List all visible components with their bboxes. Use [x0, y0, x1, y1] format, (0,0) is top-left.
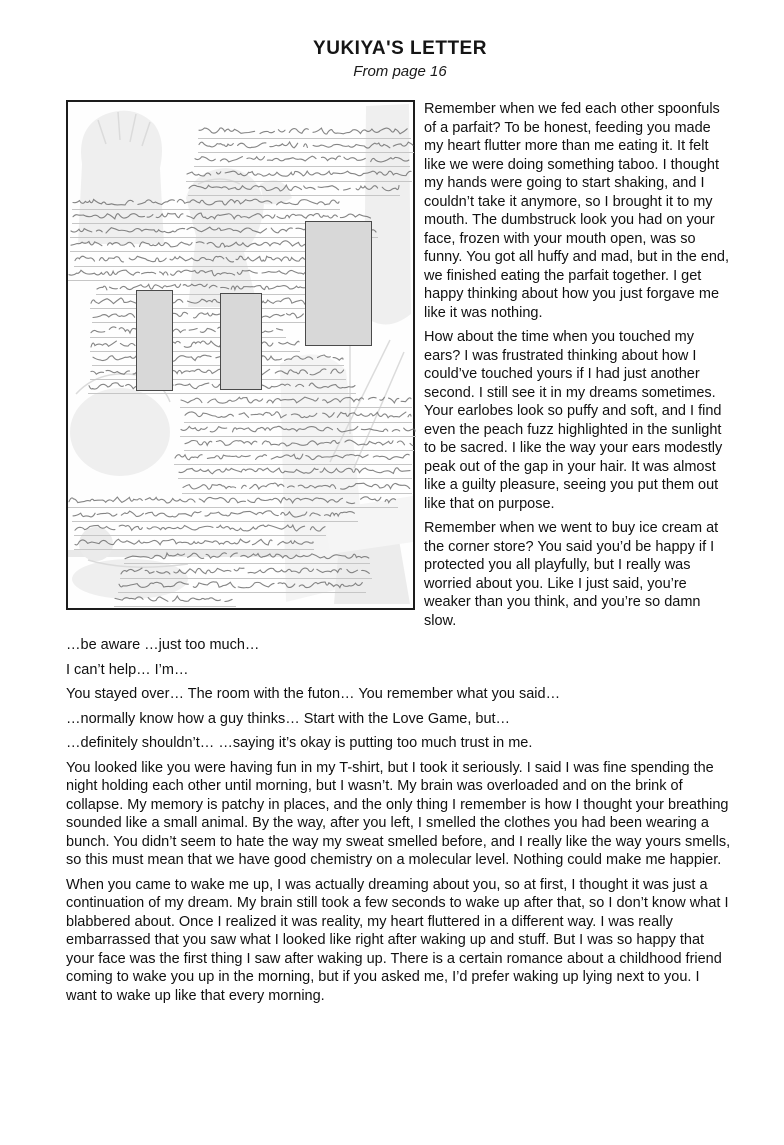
handwritten-line: [198, 138, 414, 153]
handwritten-line: [92, 308, 306, 323]
handwritten-line: [90, 365, 346, 380]
handwritten-line: [124, 549, 370, 564]
handwritten-line: [198, 124, 411, 139]
page-header: [66, 38, 734, 80]
handwritten-line: [188, 181, 400, 196]
handwritten-line: [74, 521, 326, 536]
handwritten-line: [178, 464, 412, 479]
handwritten-line: [90, 337, 300, 352]
translation-paragraph: …definitely shouldn’t… …saying it’s okay is putting too much trust in me.: [66, 735, 533, 751]
handwritten-line: [114, 592, 236, 607]
blank-panel: [220, 293, 262, 390]
handwritten-line: [184, 436, 414, 451]
handwritten-line: [194, 152, 410, 167]
handwritten-line: [174, 450, 412, 465]
page-title: YUKIYA'S LETTER: [313, 38, 487, 59]
handwritten-line: [74, 535, 314, 550]
translation-paragraph: How about the time when you touched my ears? I was frustrated thinking about how I could’ve touched yours if I had just another second. I still see it in my dreams sometimes. Your earlobes look so puffy and soft, and I find even the peach fuzz highlighted in the sunlight to be sacred. I like the way your ears modestly peak out of the gap in your hair. It was almost like a guilty pleasure, seeing you put them out like that on purpose.: [424, 329, 723, 512]
letter-scan: [66, 100, 415, 610]
page-subtitle: From page 16: [353, 63, 447, 80]
translation-paragraph: Remember when we fed each other spoonfuls of a parfait? To be honest, feeding you made my heart flutter more than me eating it. It felt like we were doing something taboo. I thought my hands were going to start shaking, and I couldn’t take it anymore, so I brought it to my mouth. The dumbstruck look you had on your face, frozen with your mouth open, was so funny. You got all huffy and mad, but in the end, we finished eating the parfait together. I get happy thinking about how you just forgave me like it was nothing.: [424, 101, 730, 321]
handwritten-line: [120, 564, 372, 579]
translation-paragraph: …be aware …just too much…: [66, 637, 260, 653]
blank-panel: [136, 290, 173, 391]
handwritten-line: [92, 351, 344, 366]
handwritten-line: [74, 252, 310, 267]
translation-paragraph: You looked like you were having fun in my T-shirt, but I took it seriously. I said I was fine spending the night holding each other until morning, but I wasn’t. My brain was overloaded and on the brink of collapse. My memory is patchy in places, and the only thing I remember is how I thought your breathing sounded like a small animal. By the way, after you left, I smelled the clothes you had been wearing a bunch. You didn’t seem to hate the way my sweat smelled before, and I really like the way yours smells, so this must mean that we have good chemistry on a molecular level. Nothing could make me happier.: [66, 759, 731, 868]
handwritten-line: [72, 195, 340, 210]
handwritten-line: [182, 479, 412, 494]
handwritten-line: [72, 507, 358, 522]
translation-paragraph: When you came to wake me up, I was actually dreaming about you, so at first, I thought it was just a continuation of my dream. My brain still took a few seconds to wake up after that, so I don’t know what I blabbered about. Once I realized it was reality, my heart fluttered in a different way. I was really embarrassed that you saw what I looked like right after waking up and stuff. But I was so happy that your face was the first thing I saw after waking up. There is a certain romance about a childhood friend coming to wake you up in the morning, but if you asked me, I’d prefer waking up lying next to you. I want to wake up like that every morning.: [66, 876, 729, 1004]
translation-paragraph: I can’t help… I’m…: [66, 661, 189, 678]
handwritten-line: [180, 393, 412, 408]
blank-panel: [305, 221, 372, 346]
translation-paragraph: Remember when we went to buy ice cream at the corner store? You said you’d be happy if I protected you all playfully, but I really was worried about you. Like I just said, you’re weaker than you think, and you’re so damn slow.: [424, 520, 719, 629]
handwritten-line: [186, 167, 412, 182]
handwritten-line: [68, 266, 334, 281]
handwritten-line: [180, 422, 416, 437]
handwritten-line: [70, 237, 322, 252]
handwritten-line: [68, 493, 398, 508]
translation-paragraph: …normally know how a guy thinks… Start with the Love Game, but…: [66, 710, 511, 727]
handwritten-line: [118, 578, 366, 593]
handwritten-line: [184, 408, 412, 423]
translation-paragraph: You stayed over… The room with the futon… You remember what you said…: [66, 686, 561, 702]
content: [66, 100, 734, 1005]
